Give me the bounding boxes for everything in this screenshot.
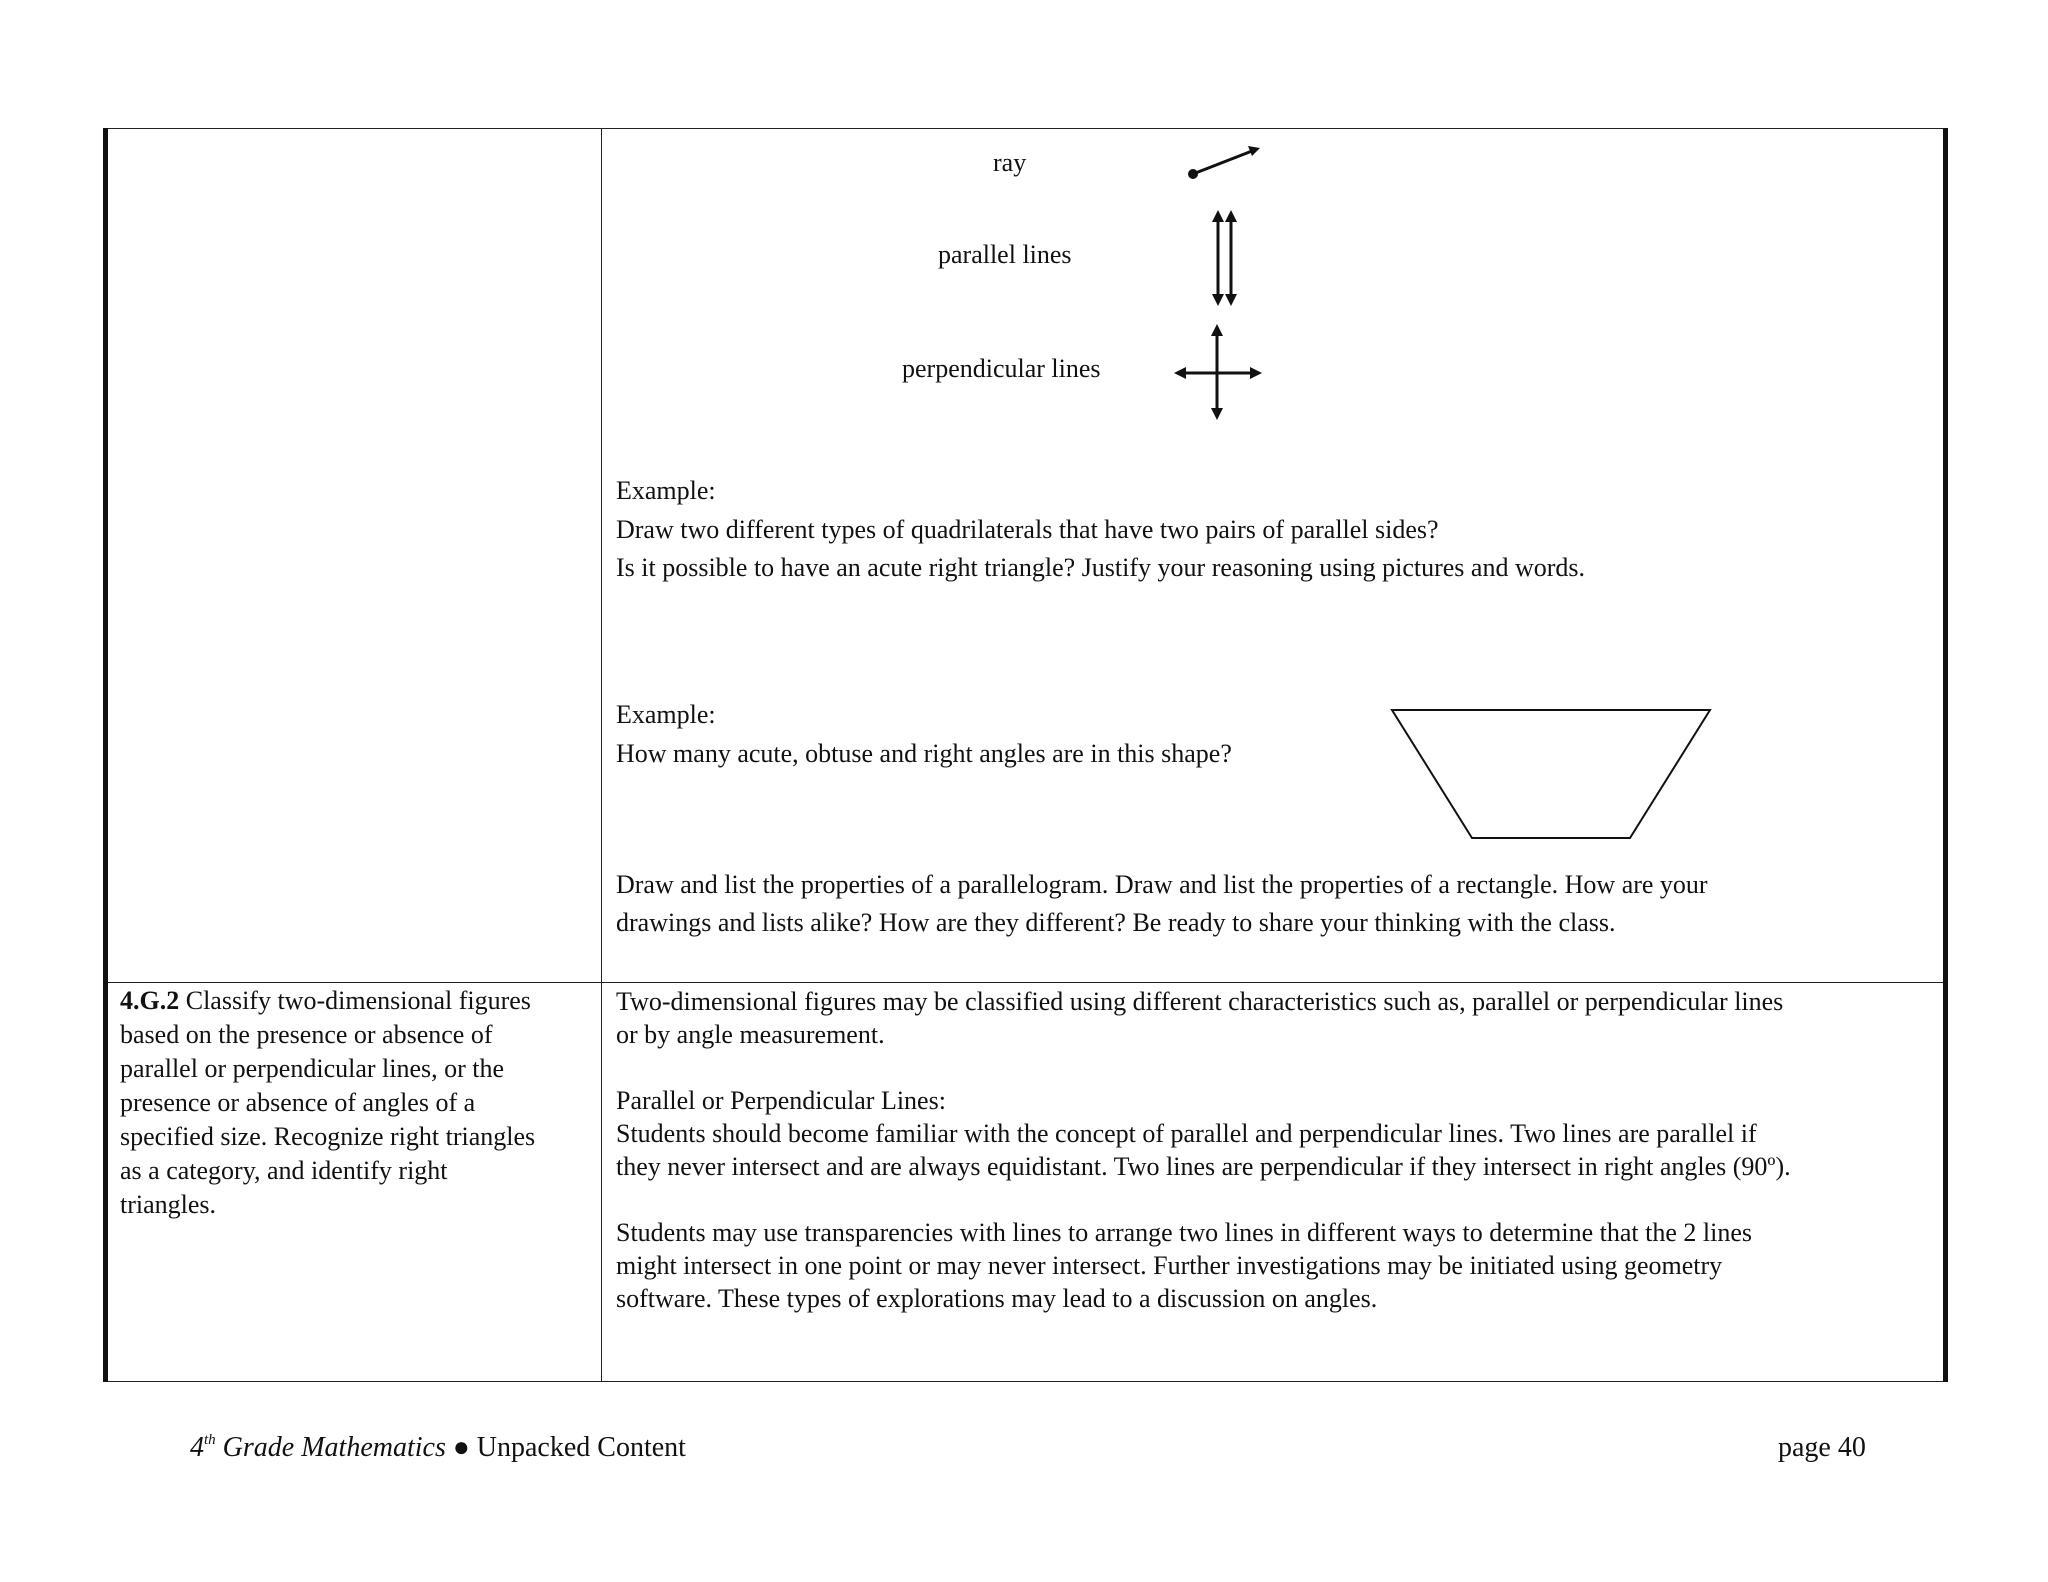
standard-line2: based on the presence or absence of — [120, 1020, 493, 1049]
standard-line1: 4.G.2 Classify two-dimensional figures — [120, 986, 531, 1015]
column-divider — [601, 128, 602, 1382]
trapezoid-shape — [1388, 706, 1718, 842]
example2-heading: Example: — [616, 700, 716, 729]
example2-question: How many acute, obtuse and right angles are in this shape? — [616, 739, 1232, 768]
standard-line3: parallel or perpendicular lines, or the — [120, 1054, 505, 1083]
standard-line6: as a category, and identify right — [120, 1156, 448, 1185]
footer-bullet: ● — [445, 1432, 477, 1463]
content-p3-line2: might intersect in one point or may never intersect. Further investigations may be initiated using geometry — [616, 1251, 1723, 1280]
task-line1: Draw and list the properties of a parallelogram. Draw and list the properties of a rectangle. How are your — [616, 870, 1708, 899]
content-p2-line2: they never intersect and are always equidistant. Two lines are perpendicular if they intersect in right angles (90º). — [616, 1152, 1791, 1181]
task-line2: drawings and lists alike? How are they different? Be ready to share your thinking with the class. — [616, 908, 1616, 937]
standard-code: 4.G.2 — [120, 986, 180, 1015]
table-right-border — [1943, 128, 1948, 1382]
example1-heading: Example: — [616, 476, 716, 505]
content-p3-line3: software. These types of explorations may lead to a discussion on angles. — [616, 1284, 1378, 1313]
ray-icon — [1186, 142, 1266, 182]
standard-line7: triangles. — [120, 1190, 217, 1219]
term-perpendicular-label: perpendicular lines — [902, 354, 1101, 383]
row-divider — [105, 982, 1947, 983]
footer-title: 4th Grade Mathematics ● Unpacked Content — [190, 1431, 686, 1463]
standard-line4: presence or absence of angles of a — [120, 1088, 476, 1117]
content-p3-line1: Students may use transparencies with lines to arrange two lines in different ways to determine that the 2 lines — [616, 1218, 1753, 1247]
content-p2-line1: Students should become familiar with the concept of parallel and perpendicular lines. Two lines are parallel if — [616, 1119, 1757, 1148]
table-top-border — [105, 128, 1947, 129]
table-bottom-border — [105, 1381, 1947, 1382]
parallel-lines-icon — [1205, 208, 1245, 308]
content-p1-line1: Two-dimensional figures may be classified using different characteristics such as, parallel or perpendicular lines — [616, 987, 1784, 1016]
example1-line2: Is it possible to have an acute right triangle? Justify your reasoning using pictures and words. — [616, 553, 1586, 582]
content-p2-heading: Parallel or Perpendicular Lines: — [616, 1086, 946, 1115]
term-parallel-label: parallel lines — [938, 240, 1072, 269]
example1-line1: Draw two different types of quadrilaterals that have two pairs of parallel sides? — [616, 515, 1439, 544]
table-left-border — [103, 128, 108, 1382]
page-number: page 40 — [1778, 1432, 1866, 1463]
standard-line5: specified size. Recognize right triangles — [120, 1122, 536, 1151]
content-p1-line2: or by angle measurement. — [616, 1020, 885, 1049]
perpendicular-lines-icon — [1173, 322, 1263, 422]
term-ray-label: ray — [993, 148, 1027, 177]
